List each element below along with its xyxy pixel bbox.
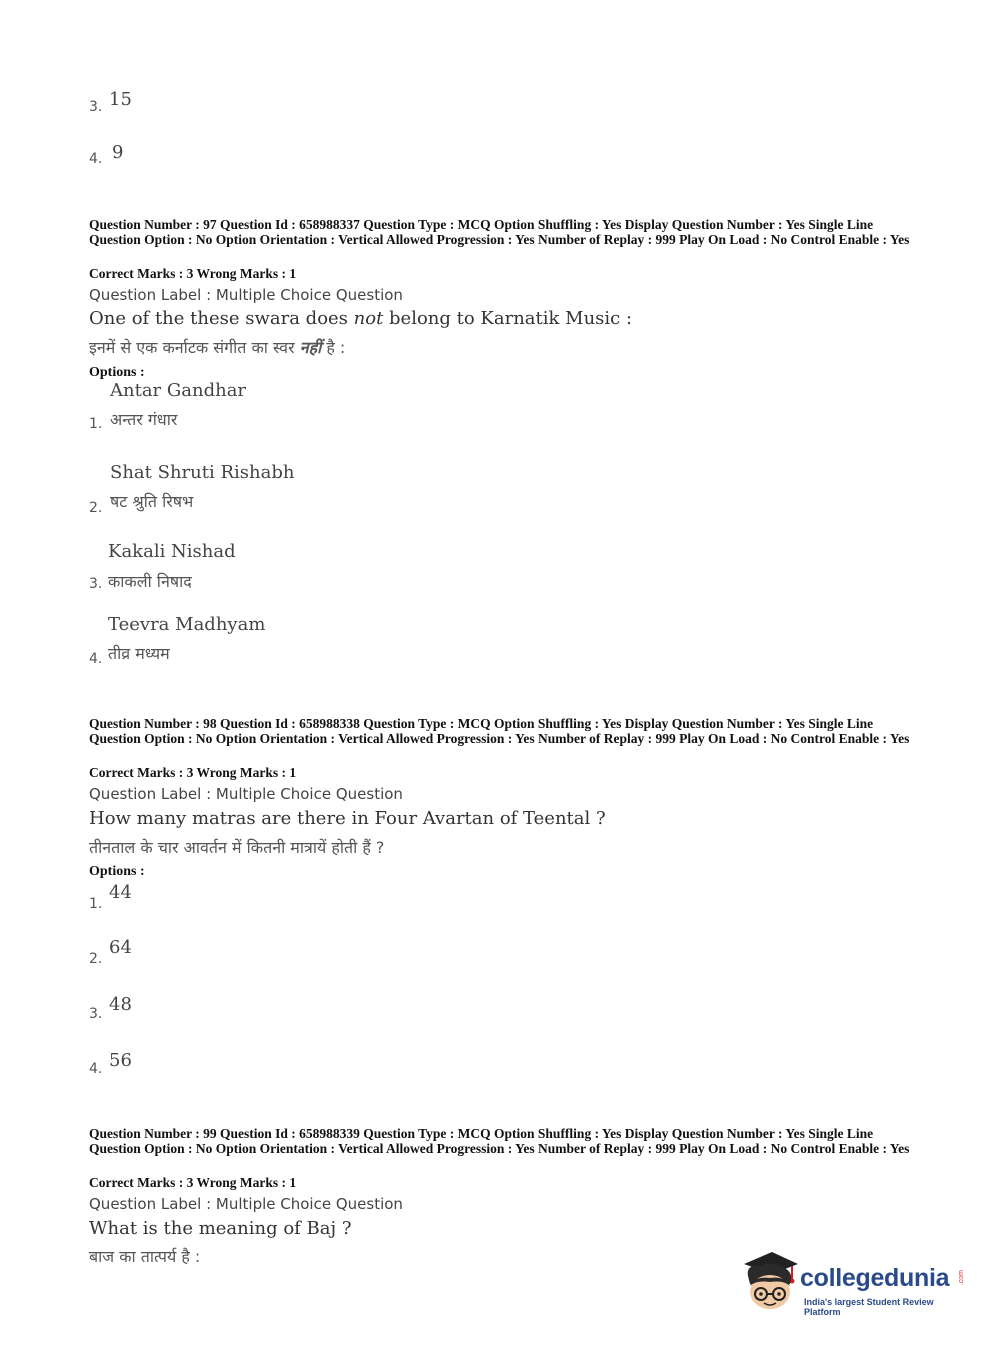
options-label: Options : — [89, 864, 145, 879]
option-value: 9 — [112, 142, 124, 163]
brand-tagline: India's largest Student Review Platform — [804, 1297, 934, 1317]
question-marks: Correct Marks : 3 Wrong Marks : 1 — [89, 266, 297, 281]
collegedunia-logo — [740, 1250, 970, 1320]
option-number: 3. — [89, 1006, 103, 1022]
option-text: Antar Gandhar — [110, 380, 247, 401]
option-value: 48 — [109, 994, 132, 1015]
question-text: How many matras are there in Four Avartan of Teental ? — [89, 808, 606, 829]
option-number: 2. — [89, 951, 103, 967]
option-text-hindi: अन्तर गंधार — [110, 410, 178, 429]
option-value: 15 — [109, 89, 132, 110]
option-number: 4. — [89, 151, 103, 167]
question-marks: Correct Marks : 3 Wrong Marks : 1 — [89, 1175, 297, 1190]
question-text-hindi: बाज का तात्पर्य है : — [89, 1247, 201, 1266]
emphasis: not — [353, 308, 384, 329]
option-value: 44 — [109, 882, 132, 903]
option-number: 4. — [89, 651, 103, 667]
question-marks: Correct Marks : 3 Wrong Marks : 1 — [89, 765, 297, 780]
question-meta: Question Number : 98 Question Id : 658988338 Question Type : MCQ Option Shuffling : Yes Display Question Number : Yes Single Line Question Option : No Option Orientation : Vertical Allowed Progression : Yes Number of Replay : 999 Play On Load : No Control Enable : Yes — [89, 716, 910, 746]
brand-domain: .com — [958, 1270, 965, 1286]
option-number: 4. — [89, 1061, 103, 1077]
question-label: Question Label : Multiple Choice Question — [89, 785, 403, 803]
question-meta: Question Number : 97 Question Id : 658988337 Question Type : MCQ Option Shuffling : Yes Display Question Number : Yes Single Line Question Option : No Option Orientation : Vertical Allowed Progression : Yes Number of Replay : 999 Play On Load : No Control Enable : Yes — [89, 217, 910, 247]
option-text: Teevra Madhyam — [108, 614, 266, 635]
option-text: Shat Shruti Rishabh — [110, 462, 295, 483]
question-meta: Question Number : 99 Question Id : 658988339 Question Type : MCQ Option Shuffling : Yes Display Question Number : Yes Single Line Question Option : No Option Orientation : Vertical Allowed Progression : Yes Number of Replay : 999 Play On Load : No Control Enable : Yes — [89, 1126, 910, 1156]
option-number: 3. — [89, 576, 103, 592]
option-text-hindi: षट श्रुति रिषभ — [110, 492, 194, 511]
option-text-hindi: काकली निषाद — [108, 572, 192, 591]
option-text: Kakali Nishad — [108, 541, 236, 562]
question-text-hindi: तीनताल के चार आवर्तन में कितनी मात्रायें होती हैं ? — [89, 838, 385, 857]
option-number: 3. — [89, 99, 103, 115]
mascot-icon — [740, 1250, 800, 1312]
option-number: 1. — [89, 896, 103, 912]
question-text-hindi: इनमें से एक कर्नाटक संगीत का स्वर नहीं है : — [89, 338, 346, 357]
option-value: 64 — [109, 937, 132, 958]
option-value: 56 — [109, 1050, 132, 1071]
question-text: What is the meaning of Baj ? — [89, 1218, 352, 1239]
emphasis-hindi: नहीं — [299, 338, 322, 357]
option-number: 1. — [89, 416, 103, 432]
question-label: Question Label : Multiple Choice Question — [89, 286, 403, 304]
question-text: One of the these swara does not belong to Karnatik Music : — [89, 308, 633, 329]
brand-name: collegedunia — [800, 1264, 950, 1292]
option-number: 2. — [89, 500, 103, 516]
option-text-hindi: तीव्र मध्यम — [108, 644, 170, 663]
question-label: Question Label : Multiple Choice Question — [89, 1195, 403, 1213]
options-label: Options : — [89, 365, 145, 380]
